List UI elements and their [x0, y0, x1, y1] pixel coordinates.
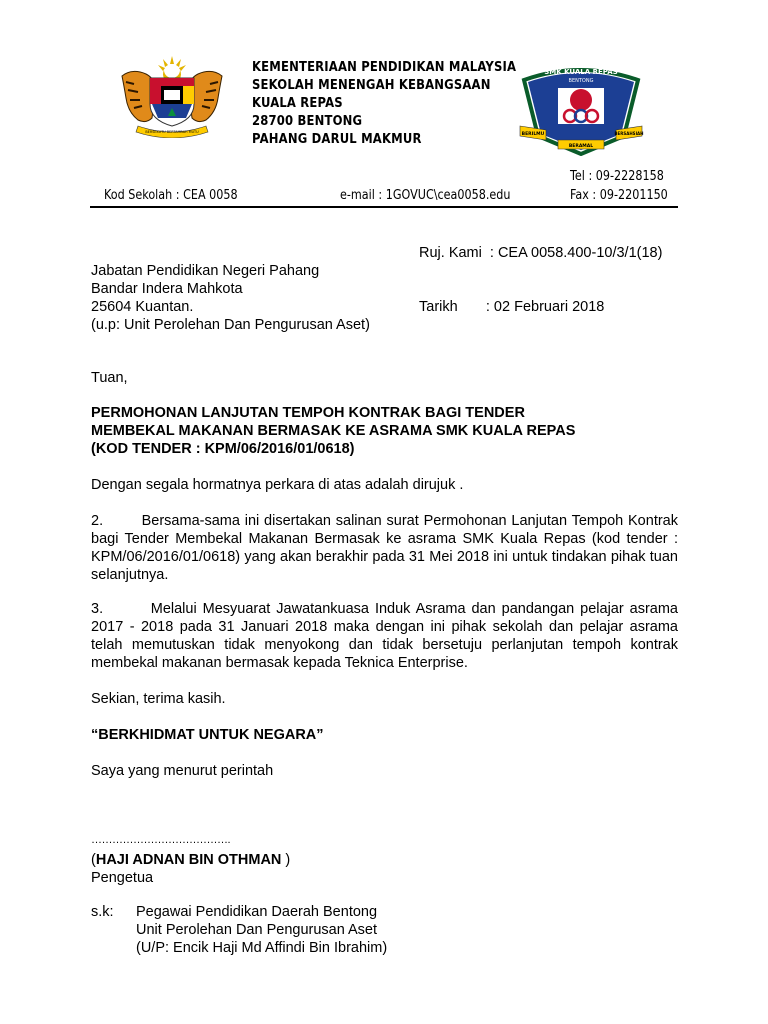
subject-line: MEMBEKAL MAKANAN BERMASAK KE ASRAMA SMK KUALA REPAS: [91, 423, 576, 439]
subject-line: (KOD TENDER : KPM/06/2016/01/0618): [91, 441, 355, 457]
subject-line: PERMOHONAN LANJUTAN TEMPOH KONTRAK BAGI TENDER: [91, 405, 525, 421]
reference-number: Ruj. Kami : CEA 0058.400-10/3/1(18): [419, 245, 663, 261]
recipient-line: (u.p: Unit Perolehan Dan Pengurusan Aset): [91, 317, 370, 333]
signatory-close-paren: ): [281, 852, 291, 868]
signature-dots: ………………………………….: [91, 834, 231, 846]
school-logo: [518, 60, 644, 156]
recipient-line: Bandar Indera Mahkota: [91, 281, 243, 297]
school-postcode-city: 28700 BENTONG: [252, 113, 363, 129]
paragraph-2: [91, 512, 683, 584]
school-name: SEKOLAH MENENGAH KEBANGSAAN: [252, 77, 491, 93]
signatory-open-paren: (: [91, 852, 96, 868]
letterhead: [252, 58, 516, 148]
school-place: KUALA REPAS: [252, 95, 343, 111]
motto: “BERKHIDMAT UNTUK NEGARA”: [91, 727, 324, 743]
cc-line: Unit Perolehan Dan Pengurusan Aset: [136, 922, 378, 938]
signatory-name-line: [91, 851, 290, 869]
letter-date: Tarikh : 02 Februari 2018: [419, 299, 605, 315]
cc-line: (U/P: Encik Haji Md Affindi Bin Ibrahim): [136, 940, 388, 956]
closing: Sekian, terima kasih.: [91, 691, 226, 707]
signatory-name: HAJI ADNAN BIN OTHMAN: [95, 852, 282, 868]
cc-line: Pegawai Pendidikan Daerah Bentong: [136, 904, 378, 920]
emblem-motto: BERSEKUTU BERTAMBAH MUTU: [145, 130, 199, 134]
reference-block: [419, 208, 662, 334]
logo-location: BENTONG: [568, 78, 594, 84]
logo-motto-right: BERSAHSIAH: [614, 131, 644, 136]
sign-off: Saya yang menurut perintah: [91, 763, 274, 779]
school-state: PAHANG DARUL MAKMUR: [252, 131, 422, 147]
subject: [91, 404, 575, 458]
paragraph-3: [91, 600, 683, 672]
cc-label: s.k:: [91, 904, 114, 920]
logo-motto-bottom: BERAMAL: [568, 144, 594, 149]
paragraph-1: Dengan segala hormatnya perkara di atas adalah dirujuk .: [91, 477, 464, 493]
school-code: Kod Sekolah : CEA 0058: [104, 188, 238, 203]
signatory-block: [91, 851, 290, 887]
salutation: Tuan,: [91, 370, 128, 386]
paragraph-2-text: 2. Bersama-sama ini disertakan salinan surat Permohonan Lanjutan Tempoh Kontrak bagi Tender Membekal Makanan Bermasak ke asrama SMK Kuala Repas (kod tender : KPM/06/2016/01/0618) yang akan berakhir pada 31 Mei 2018 ini untuk tindakan pihak tuan selanjutnya.: [91, 513, 683, 583]
tel-number: Tel : 09-2228158: [570, 169, 664, 184]
ministry-name: KEMENTERIAAN PENDIDIKAN MALAYSIA: [252, 59, 517, 75]
recipient-line: 25604 Kuantan.: [91, 299, 194, 315]
logo-school-name: SMK KUALA REPAS: [544, 68, 618, 76]
recipient-line: Jabatan Pendidikan Negeri Pahang: [91, 263, 320, 279]
signatory-title: Pengetua: [91, 870, 154, 886]
cc-list: [136, 903, 387, 957]
jata-negara-emblem: [108, 56, 236, 138]
email-address: e-mail : 1GOVUC\cea0058.edu: [340, 188, 511, 203]
logo-motto-left: BERILMU: [521, 132, 545, 137]
fax-number: Fax : 09-2201150: [570, 188, 668, 203]
recipient-address: [91, 262, 370, 334]
paragraph-3-text: 3. Melalui Mesyuarat Jawatankuasa Induk Asrama dan pandangan pelajar asrama 2017 - 2018 pada 31 Januari 2018 maka dengan ini pihak sekolah dan pelajar asrama telah memutuskan tidak menyokong dan tidak bersetuju perlanjutan tempoh kontrak membekal makanan bermasak kepada Teknica Enterprise.: [91, 601, 683, 671]
